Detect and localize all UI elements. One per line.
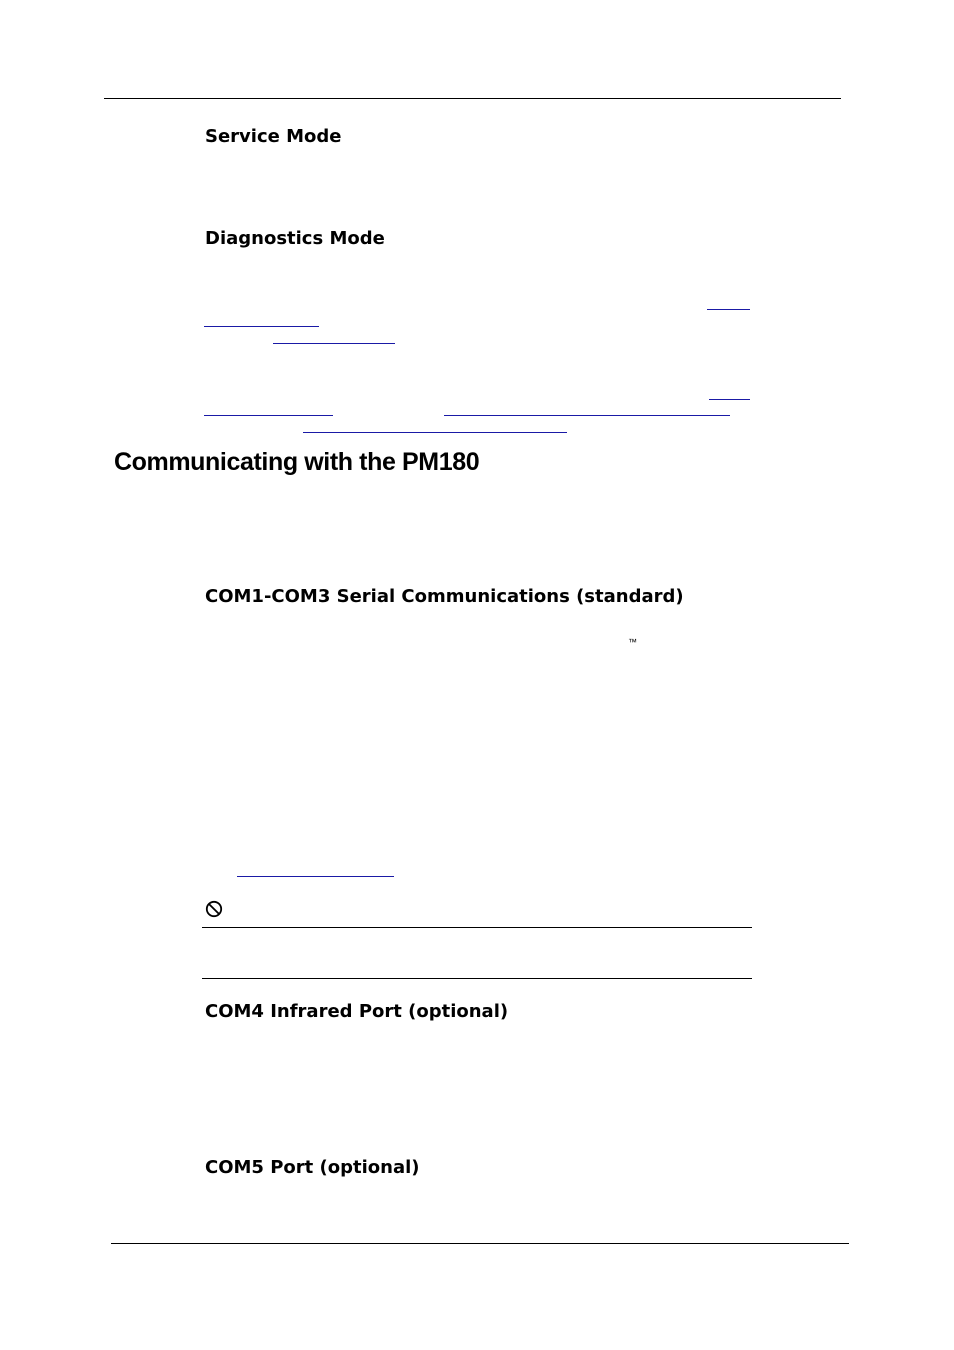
- link-underline-8[interactable]: [237, 876, 394, 877]
- link-underline-4[interactable]: [709, 399, 750, 400]
- link-underline-7[interactable]: [303, 432, 567, 433]
- link-underline-3[interactable]: [273, 343, 395, 344]
- heading-com5: COM5 Port (optional): [205, 1157, 420, 1178]
- trademark-symbol: ™: [628, 637, 637, 647]
- heading-com1-com3: COM1-COM3 Serial Communications (standard): [205, 586, 684, 607]
- note-rule-bottom: [202, 978, 752, 979]
- note-rule-top: [202, 927, 752, 928]
- heading-service-mode: Service Mode: [205, 126, 342, 147]
- link-underline-1[interactable]: [707, 309, 750, 310]
- heading-diagnostics-mode: Diagnostics Mode: [205, 228, 385, 249]
- prohibited-icon: [205, 900, 223, 918]
- header-rule: [104, 98, 841, 99]
- heading-com4: COM4 Infrared Port (optional): [205, 1001, 509, 1022]
- footer-rule: [111, 1243, 849, 1244]
- link-underline-2[interactable]: [204, 326, 319, 327]
- link-underline-6[interactable]: [444, 415, 730, 416]
- link-underline-5[interactable]: [204, 415, 333, 416]
- heading-communicating: Communicating with the PM180: [114, 448, 480, 476]
